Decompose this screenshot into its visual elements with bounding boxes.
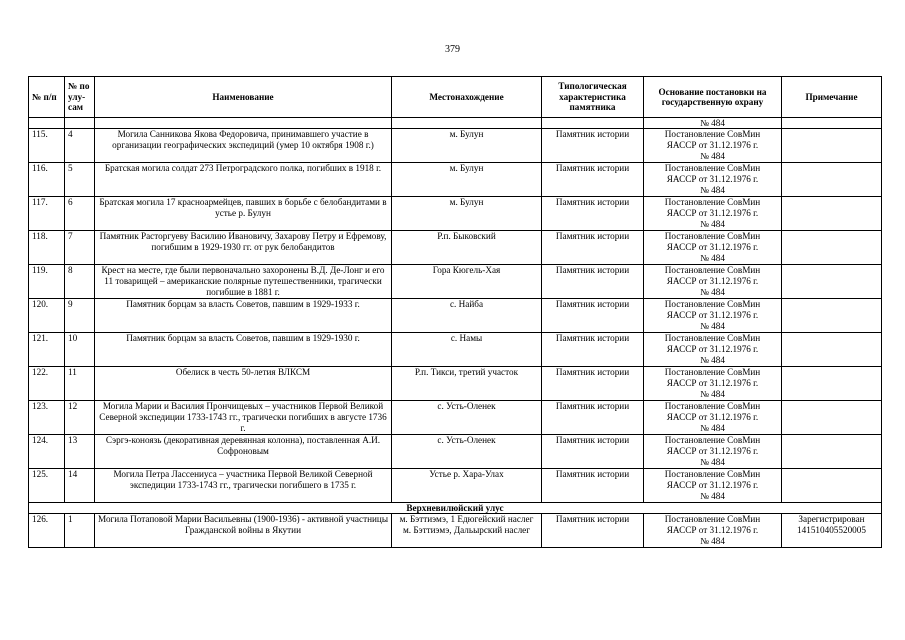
basis-line: № 484 [700,253,725,263]
table-row [29,197,882,231]
row-ulus-no: 9 [65,299,95,333]
row-no: 126. [29,514,65,548]
basis-line: Постановление СовМин [664,265,761,275]
row-no: 121. [29,333,65,367]
row-basis [644,197,782,231]
header-location: Местонахождение [392,77,542,118]
table-row [29,514,882,548]
table-row [29,129,882,163]
basis-line: ЯАССР от 31.12.1976 г. [666,310,759,320]
table-row [29,469,882,503]
header-ulus-no: № по улу-сам [65,77,95,118]
basis-line: № 484 [700,287,725,297]
header-type: Типологическая характеристика памятника [542,77,644,118]
row-note [782,333,882,367]
table-row [29,333,882,367]
row-location: с. Усть-Оленек [392,401,542,435]
row-note [782,401,882,435]
table-header [29,77,882,118]
row-type: Памятник истории [542,367,644,401]
row-basis [644,333,782,367]
basis-line: Постановление СовМин [664,231,761,241]
row-ulus-no: 12 [65,401,95,435]
row-basis [644,367,782,401]
basis-line: ЯАССР от 31.12.1976 г. [666,140,759,150]
basis-line: ЯАССР от 31.12.1976 г. [666,208,759,218]
basis-line: Постановление СовМин [664,333,761,343]
table-row [29,401,882,435]
basis-line: Постановление СовМин [664,197,761,207]
row-type: Памятник истории [542,469,644,503]
row-type: Памятник истории [542,197,644,231]
row-ulus-no: 11 [65,367,95,401]
row-basis [644,129,782,163]
row-ulus-no: 13 [65,435,95,469]
monuments-table [28,76,882,548]
basis-line: Постановление СовМин [664,163,761,173]
row-note [782,469,882,503]
row-note [782,163,882,197]
row-note [782,231,882,265]
row-no: 115. [29,129,65,163]
row-name: Памятник борцам за власть Советов, павшим в 1929-1930 г. [95,333,392,367]
basis-line: № 484 [700,389,725,399]
basis-line: № 484 [700,151,725,161]
basis-line: № 484 [700,219,725,229]
table-row [29,367,882,401]
row-ulus-no: 8 [65,265,95,299]
basis-line: ЯАССР от 31.12.1976 г. [666,276,759,286]
row-note: Зарегистрирован 141510405520005 [782,514,882,548]
header-name: Наименование [95,77,392,118]
table-row [29,163,882,197]
row-basis [644,401,782,435]
row-type: Памятник истории [542,514,644,548]
row-no: 124. [29,435,65,469]
row-name: Памятник борцам за власть Советов, павшим в 1929-1933 г. [95,299,392,333]
basis-line: № 484 [700,423,725,433]
row-ulus-no: 6 [65,197,95,231]
row-name: Могила Марии и Василия Прончищевых – участников Первой Великой Северной экспедиции 1733-1743 гг., трагически погибших в августе 1736 г. [95,401,392,435]
basis-line: № 484 [700,321,725,331]
row-ulus-no: 4 [65,129,95,163]
row-no: 123. [29,401,65,435]
row-note [782,265,882,299]
row-ulus-no: 7 [65,231,95,265]
basis-line: Постановление СовМин [664,469,761,479]
row-ulus-no: 10 [65,333,95,367]
row-name: Братская могила 17 красноармейцев, павших в борьбе с белобандитами в устье р. Булун [95,197,392,231]
row-type: Памятник истории [542,299,644,333]
row-no: 117. [29,197,65,231]
header-no: № п/п [29,77,65,118]
row-type: Памятник истории [542,265,644,299]
basis-line: Постановление СовМин [664,401,761,411]
basis-line: ЯАССР от 31.12.1976 г. [666,174,759,184]
row-type: Памятник истории [542,163,644,197]
row-name: Памятник Расторгуеву Василию Ивановичу, Захарову Петру и Ефремову, погибшим в 1929-1930 гг. от рук белобандитов [95,231,392,265]
row-note [782,367,882,401]
row-basis [644,435,782,469]
basis-line: Постановление СовМин [664,299,761,309]
table-row [29,265,882,299]
row-name: Сэргэ-коноязь (декоративная деревянная колонна), поставленная А.И. Софроновым [95,435,392,469]
row-basis [644,163,782,197]
row-basis [644,299,782,333]
row-basis [644,469,782,503]
row-ulus-no: 5 [65,163,95,197]
row-location: с. Усть-Оленек [392,435,542,469]
basis-line: ЯАССР от 31.12.1976 г. [666,242,759,252]
basis-line: Постановление СовМин [664,514,761,524]
table-body-a [29,118,882,503]
row-name: Могила Санникова Якова Федоровича, принимавшего участие в организации географических экспедиций (умер 10 октября 1908 г.) [95,129,392,163]
basis-line: № 484 [700,355,725,365]
row-location: с. Найба [392,299,542,333]
row-location: Гора Кюгель-Хая [392,265,542,299]
row-note [782,197,882,231]
row-note [782,129,882,163]
continuation-row [29,118,882,129]
basis-line: ЯАССР от 31.12.1976 г. [666,525,759,535]
row-name: Братская могила солдат 273 Петроградского полка, погибших в 1918 г. [95,163,392,197]
row-basis [644,514,782,548]
basis-line: ЯАССР от 31.12.1976 г. [666,412,759,422]
page-number: 379 [445,44,460,55]
table-row [29,299,882,333]
section-title: Верхневилюйский улус [29,503,882,514]
row-no: 122. [29,367,65,401]
row-location: Р.п. Тикси, третий участок [392,367,542,401]
row-type: Памятник истории [542,435,644,469]
row-location: Устье р. Хара-Улах [392,469,542,503]
row-location: с. Намы [392,333,542,367]
row-ulus-no: 1 [65,514,95,548]
basis-line: ЯАССР от 31.12.1976 г. [666,480,759,490]
table-body-b [29,514,882,548]
basis-line: Постановление СовМин [664,367,761,377]
section-header [29,503,882,514]
row-name: Могила Потаповой Марии Васильевны (1900-1936) - активной участницы Гражданской войны в Якутии [95,514,392,548]
continuation-basis: № 484 [644,118,782,129]
row-note [782,299,882,333]
row-location: Р.п. Быковский [392,231,542,265]
row-name: Обелиск в честь 50-летия ВЛКСМ [95,367,392,401]
basis-line: Постановление СовМин [664,129,761,139]
basis-line: № 484 [700,536,725,546]
basis-line: № 484 [700,491,725,501]
basis-line: ЯАССР от 31.12.1976 г. [666,344,759,354]
table-row [29,435,882,469]
basis-line: № 484 [700,457,725,467]
row-basis [644,231,782,265]
basis-line: ЯАССР от 31.12.1976 г. [666,446,759,456]
basis-line: Постановление СовМин [664,435,761,445]
row-no: 125. [29,469,65,503]
row-location: м. Бэттиэмэ, 1 Едюгейский наслег м. Бэттиэмэ, Дальырский наслег [392,514,542,548]
basis-line: № 484 [700,185,725,195]
basis-line: ЯАССР от 31.12.1976 г. [666,378,759,388]
row-no: 118. [29,231,65,265]
row-name: Могила Петра Лассениуса – участника Первой Великой Северной экспедиции 1733-1743 гг., трагически погибшего в 1735 г. [95,469,392,503]
row-name: Крест на месте, где были первоначально захоронены В.Д. Де-Лонг и его 11 товарищей – американские полярные путешественники, трагически погибшие в 1881 г. [95,265,392,299]
row-location: м. Булун [392,163,542,197]
row-no: 119. [29,265,65,299]
row-ulus-no: 14 [65,469,95,503]
row-location: м. Булун [392,197,542,231]
row-location: м. Булун [392,129,542,163]
row-no: 116. [29,163,65,197]
header-basis: Основание постановки на государственную охрану [644,77,782,118]
row-note [782,435,882,469]
row-type: Памятник истории [542,401,644,435]
header-note: Примечание [782,77,882,118]
row-type: Памятник истории [542,333,644,367]
row-basis [644,265,782,299]
row-no: 120. [29,299,65,333]
table-row [29,231,882,265]
row-type: Памятник истории [542,231,644,265]
row-type: Памятник истории [542,129,644,163]
